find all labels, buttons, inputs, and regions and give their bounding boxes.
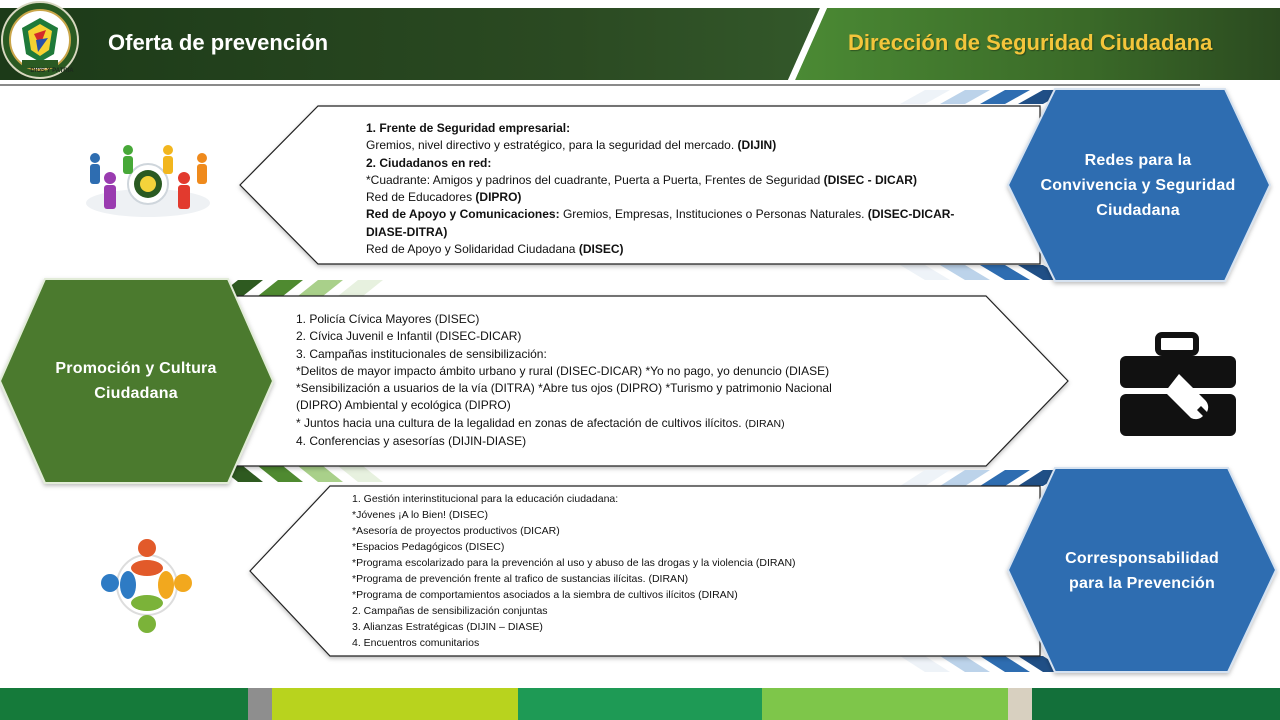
footer-segment — [272, 688, 518, 720]
section-title: Dirección de Seguridad Ciudadana — [848, 30, 1213, 55]
panel-3-line: *Programa de prevención frente al trafico de sustancias ilícitas. (DIRAN) — [352, 573, 689, 585]
panel-1-text — [366, 120, 1016, 258]
community-circle-icon — [101, 539, 192, 633]
green-strip-top-2 — [218, 280, 383, 296]
panel-1-line-5: Red de Apoyo y Solidaridad Ciudadana (DISEC) — [366, 242, 624, 257]
panel-3-line: *Jóvenes ¡A lo Bien! (DISEC) — [352, 509, 488, 521]
panel-3-line: 1. Gestión interinstitucional para la educación ciudadana: — [352, 493, 619, 505]
panel-2-line-7: * Juntos hacia una cultura de la legalidad en zonas de afectación de cultivos ilícitos. (DIRAN) — [296, 415, 785, 430]
panel-1-line-1: Gremios, nivel directivo y estratégico, para la seguridad del mercado. (DIJIN) — [366, 138, 777, 153]
panel-2-line-1: 1. Policía Cívica Mayores (DISEC) — [296, 312, 480, 326]
footer-segment — [762, 688, 1008, 720]
blue-strip-top-3 — [900, 470, 1068, 486]
panel-3-text — [352, 491, 1012, 651]
panel-2-line-3: 3. Campañas institucionales de sensibilización: — [296, 346, 547, 361]
blue-strip-bottom-3 — [900, 656, 1068, 672]
panel-3-line: 3. Alianzas Estratégicas (DIJIN – DIASE) — [352, 621, 543, 633]
panel-1-heading-2: 2. Ciudadanos en red: — [366, 155, 492, 170]
panel-1-line-4: Red de Apoyo y Comunicaciones: Gremios, Empresas, Instituciones o Personas Naturales. (DISEC-DICAR- — [366, 207, 955, 222]
footer-segment — [518, 688, 762, 720]
hexagon-label-corresponsabilidad: Corresponsabilidad para la Prevención — [1065, 550, 1219, 592]
panel-2-line-2: 2. Cívica Juvenil e Infantil (DISEC-DICAR) — [296, 329, 522, 344]
panel-2-line-5: *Sensibilización a usuarios de la vía (DITRA) *Abre tus ojos (DIPRO) *Turismo y patrimonio Nacional — [296, 381, 832, 396]
footer-segment — [1032, 688, 1280, 720]
panel-2-line-6: (DIPRO) Ambiental y ecológica (DIPRO) — [296, 398, 511, 413]
panel-2-text — [296, 311, 976, 450]
footer-segment — [248, 688, 272, 720]
panel-3-line: *Asesoría de proyectos productivos (DICAR) — [352, 525, 560, 537]
panel-2-line-8: 4. Conferencias y asesorías (DIJIN-DIASE) — [296, 434, 527, 449]
panel-3-line: *Programa de comportamientos asociados a la siembra de cultivos ilícitos (DIRAN) — [352, 589, 738, 601]
panel-3-line: *Programa escolarizado para la prevención al uso y abuso de las drogas y la violencia (DIRAN) — [352, 557, 796, 569]
logo-motto: DIOS Y PATRIA — [30, 68, 74, 74]
panel-3-line: 4. Encuentros comunitarios — [352, 637, 480, 649]
footer-segment — [1008, 688, 1032, 720]
footer-stripe — [0, 688, 1280, 720]
page-title: Oferta de prevención — [108, 30, 329, 55]
hexagon-label-promocion: Promoción y Cultura Ciudadana — [55, 360, 217, 402]
panel-1-line-4c: DIASE-DITRA) — [366, 224, 448, 239]
blue-strip-top-1 — [900, 90, 1068, 104]
panel-1-line-2: *Cuadrante: Amigos y padrinos del cuadrante, Puerta a Puerta, Frentes de Seguridad (DISEC - DICAR) — [366, 172, 917, 187]
toolbox-icon — [1120, 335, 1236, 436]
blue-strip-bottom-1 — [900, 265, 1068, 280]
hexagon-label-redes: Redes para la Convivencia y Seguridad Ciudadana — [1040, 152, 1236, 219]
green-strip-bottom-2 — [218, 466, 383, 482]
panel-3-line: 2. Campañas de sensibilización conjuntas — [352, 605, 548, 617]
panel-3-line: *Espacios Pedagógicos (DISEC) — [352, 541, 505, 553]
people-network-icon — [86, 145, 210, 217]
panel-1-line-3: Red de Educadores (DIPRO) — [366, 190, 522, 205]
panel-1-heading-1: 1. Frente de Seguridad empresarial: — [366, 121, 571, 135]
panel-2-line-4: *Delitos de mayor impacto ámbito urbano y rural (DISEC-DICAR) *Yo no pago, yo denuncio (DIASE) — [296, 363, 830, 378]
footer-segment — [0, 688, 248, 720]
